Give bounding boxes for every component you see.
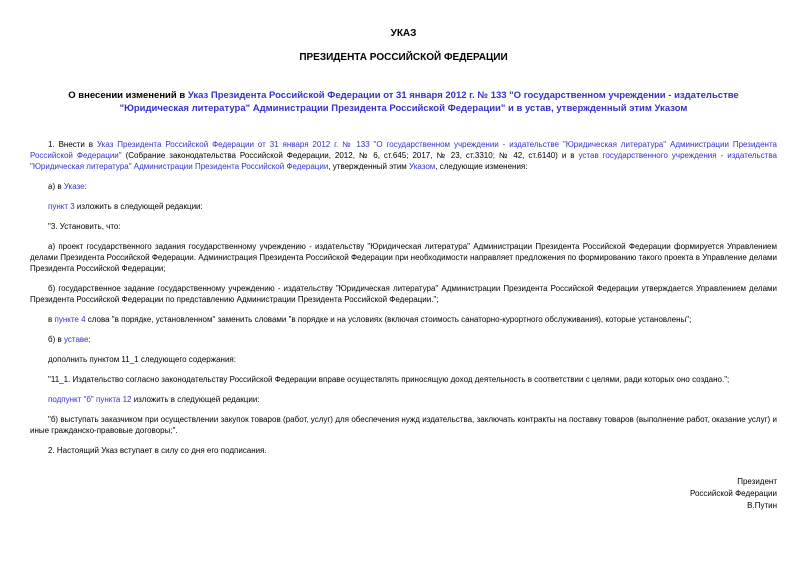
paragraph-text: :: [84, 182, 87, 191]
paragraph: [30, 283, 777, 305]
signature-line: Президент: [737, 477, 777, 486]
paragraph: [30, 201, 777, 212]
signature-line: Российской Федерации: [690, 489, 777, 498]
paragraph-text: (Собрание законодательства Российской Федерации, 2012, № 6, ст.645; 2017, № 23, ст.3310; № 42, ст.6140) и в: [121, 151, 579, 160]
paragraph-text: , следующие изменения:: [435, 162, 528, 171]
subject-text: О внесении изменений в: [68, 90, 188, 101]
paragraph: [30, 414, 777, 436]
signature-block: [30, 476, 777, 512]
paragraph-text: б) в: [48, 335, 64, 344]
document-title-line2: ПРЕЗИДЕНТА РОССИЙСКОЙ ФЕДЕРАЦИИ: [299, 52, 508, 63]
paragraph: [30, 445, 777, 456]
document-link[interactable]: подпункт "б" пункта 12: [48, 395, 132, 404]
paragraph-text: 1. Внести в: [48, 140, 97, 149]
paragraph-text: в: [48, 315, 55, 324]
paragraph: [30, 221, 777, 232]
paragraph-text: а) проект государственного задания государственному учреждению - издательству "Юридическая литература" Администрации Президента Российской Федерации формируется Управлением делами Президента Российской Федерации. Администрация Президента Российской Федерации при необходимости направляет предложения по формированию такого проекта в Управление делами Президента Российской Федерации;: [30, 242, 777, 273]
document-link[interactable]: пункте 4: [54, 315, 86, 324]
paragraph: [30, 334, 777, 345]
paragraph-text: "3. Установить, что:: [48, 222, 121, 231]
document-link[interactable]: пункт 3: [48, 202, 75, 211]
document-link[interactable]: Указом: [409, 162, 436, 171]
paragraph-text: 2. Настоящий Указ вступает в силу со дня его подписания.: [48, 446, 267, 455]
paragraph-text: , утвержденный этим: [328, 162, 410, 171]
paragraph-text: дополнить пунктом 11_1 следующего содержания:: [48, 355, 236, 364]
paragraph: [30, 374, 777, 385]
document-link[interactable]: Указ Президента Российской Федерации от 31 января 2012 г. № 133 "О государственном учреждении - издательстве "Юридическая литература" Администрации Президента Российской Федерации": [30, 140, 777, 160]
subject-heading: [36, 89, 771, 115]
document-title-line1: УКАЗ: [390, 28, 417, 39]
paragraph: [30, 181, 777, 192]
paragraph: [30, 314, 777, 325]
paragraph-text: :: [88, 335, 91, 344]
paragraph-text: слова "в порядке, установленном" заменить словами "в порядке и на условиях (включая стоимость санаторно-курортного обслуживания), которые установлены";: [85, 315, 692, 324]
paragraph-text: а) в: [48, 182, 64, 191]
paragraph-text: изложить в следующей редакции:: [74, 202, 203, 211]
document-body: [30, 139, 777, 456]
paragraph-text: "11_1. Издательство согласно законодательству Российской Федерации вправе осуществлять приносящую доход деятельность в соответствии с целями, ради которых оно создано.";: [48, 375, 730, 384]
signature-line: В.Путин: [747, 501, 777, 510]
paragraph: [30, 139, 777, 172]
paragraph-text: изложить в следующей редакции:: [131, 395, 260, 404]
document-link[interactable]: уставе: [63, 335, 89, 344]
paragraph: [30, 394, 777, 405]
paragraph: [30, 241, 777, 274]
paragraph: [30, 354, 777, 365]
paragraph-text: б) государственное задание государственному учреждению - издательству "Юридическая литература" Администрации Президента Российской Федерации утверждается Управлением делами Президента Российской Федерации по представлению Администрации Президента Российской Федерации.";: [30, 284, 777, 304]
paragraph-text: "б) выступать заказчиком при осуществлении закупок товаров (работ, услуг) для обеспечения нужд издательства, заключать контракты на поставку товаров (выполнение работ, оказание услуг) и иные гражданско-правовые договоры;".: [30, 415, 777, 435]
document-link[interactable]: Указе: [63, 182, 85, 191]
document-link[interactable]: устав государственного учреждения - издательства "Юридическая литература" Администрации Президента Российской Федерации: [30, 151, 777, 171]
subject-link[interactable]: Указ Президента Российской Федерации от 31 января 2012 г. № 133 "О государственном учреждении - издательстве "Юридическая литература" Администрации Президента Российской Федерации" и в устав, утвержденный этим Указом: [119, 90, 739, 114]
